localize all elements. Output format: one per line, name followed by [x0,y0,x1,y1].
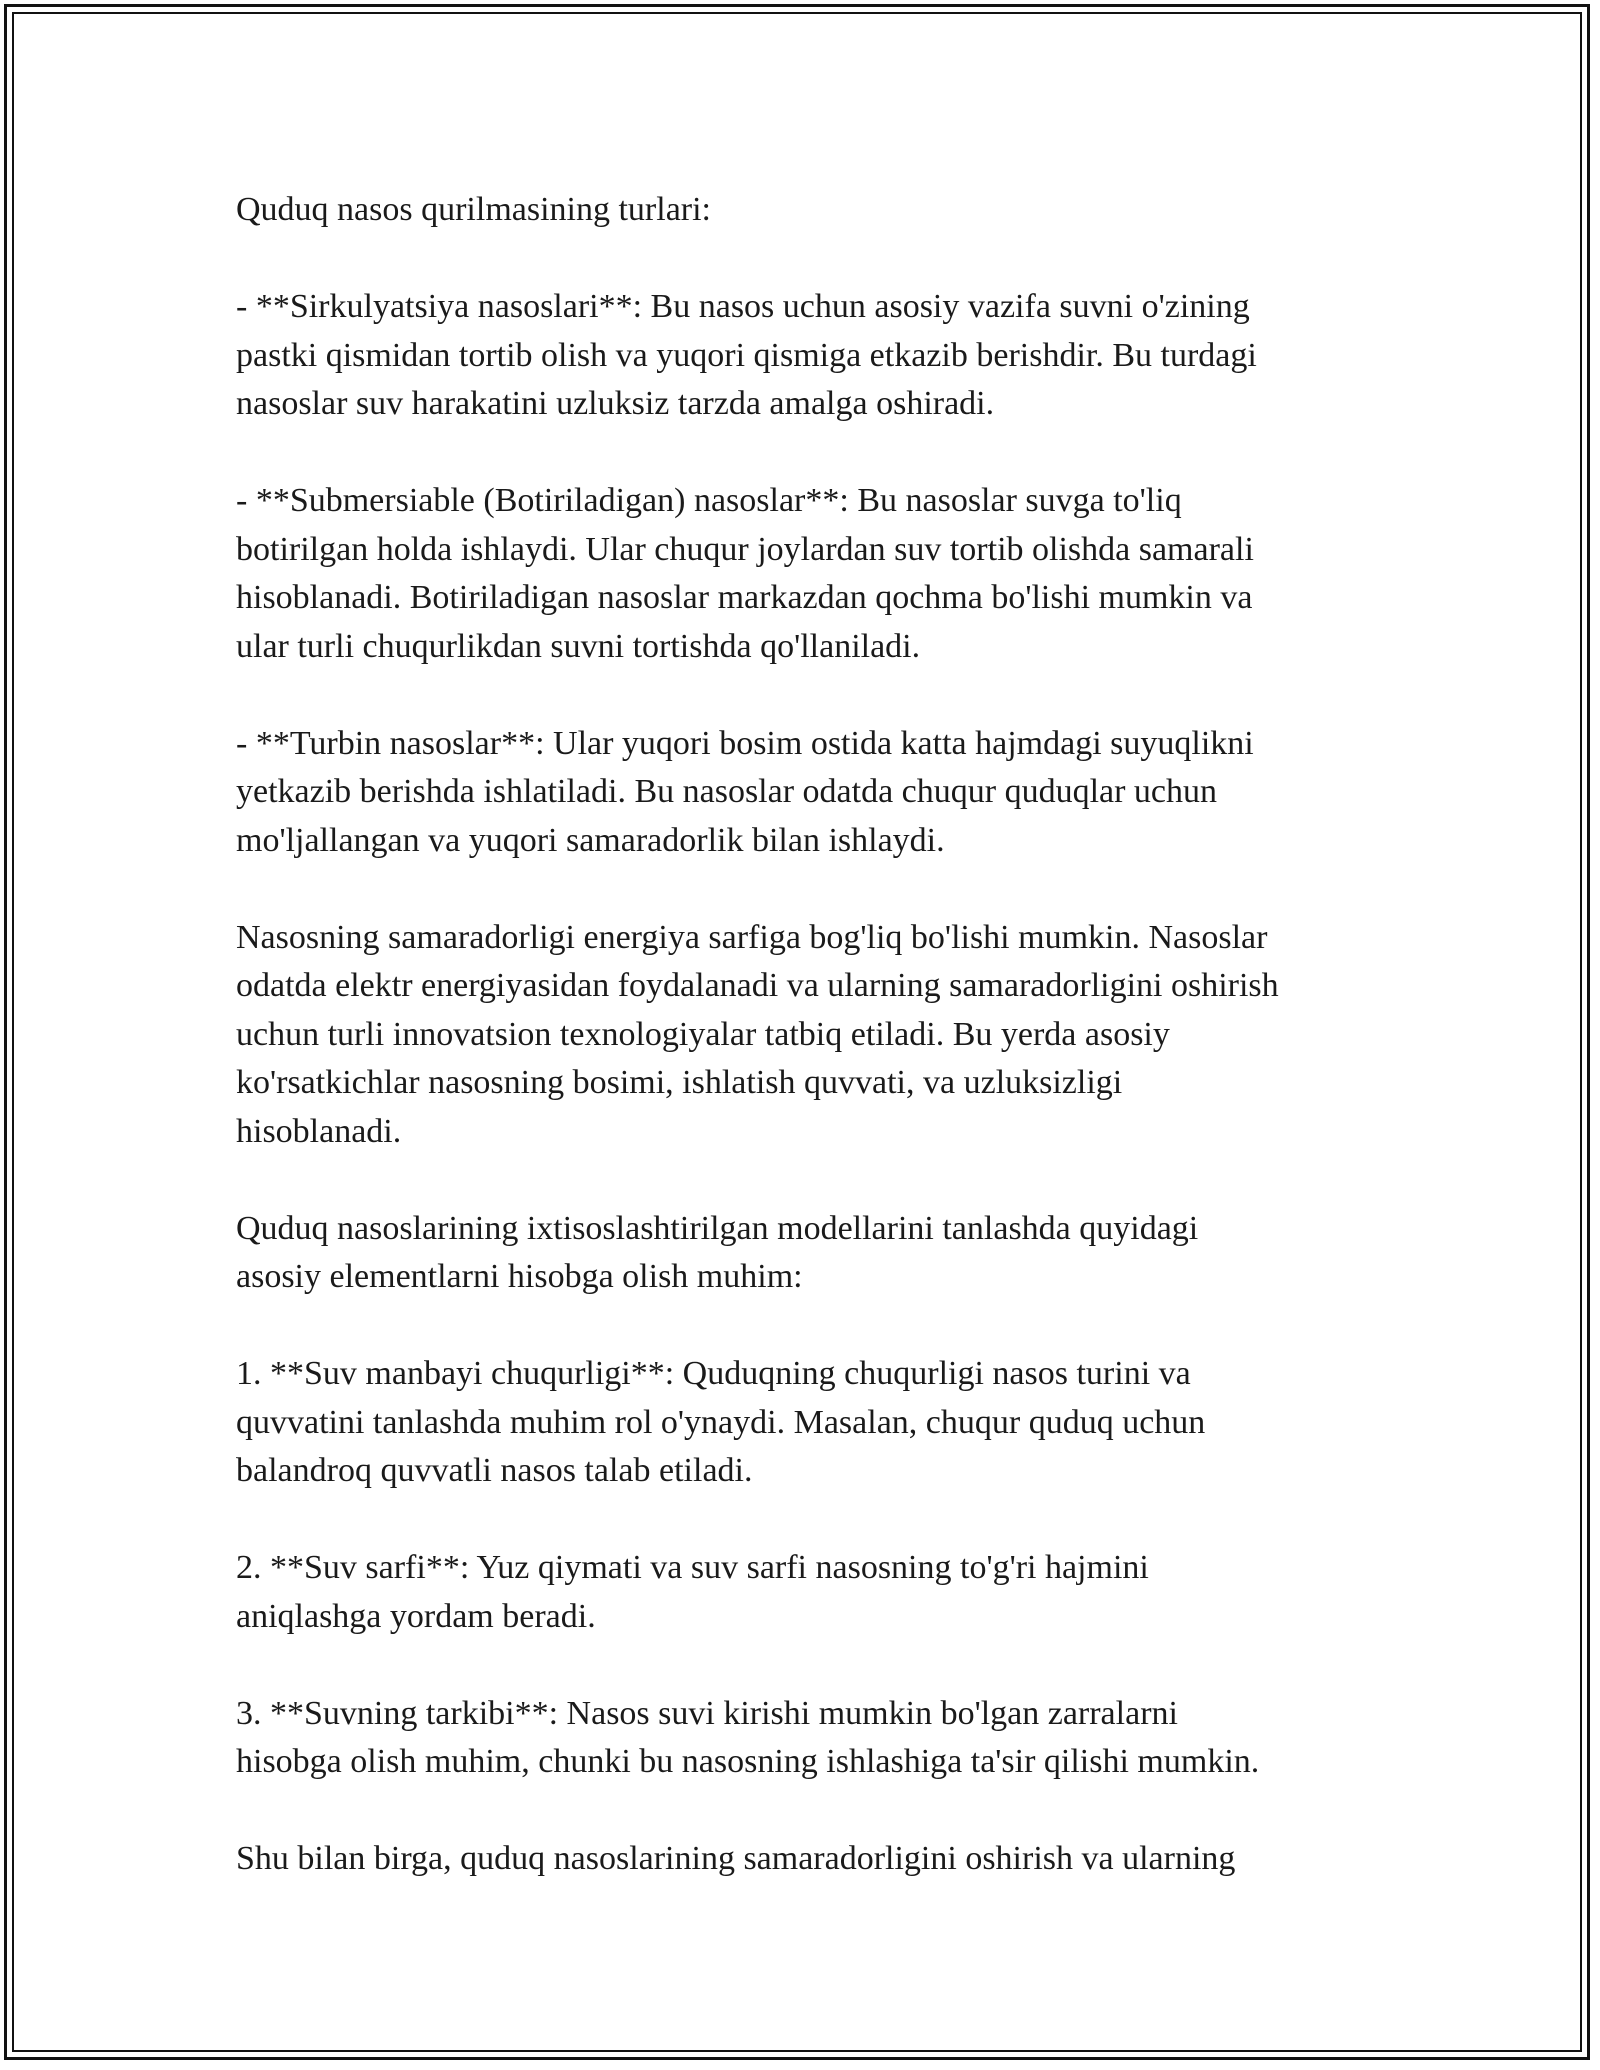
paragraph-samaradorlik: Nasosning samaradorligi energiya sarfiga bog'liq bo'lishi mumkin. Nasoslar odatda elektr energiyasidan foydalanadi va ularning samaradorligini oshirish uchun turli innovatsion texnologiyalar tatbiq etiladi. Bu yerda asosiy ko'rsatkichlar nasosning bosimi, ishlatish quvvati, va uzluksizligi hisoblanadi. [236,918,1279,1150]
paragraph-sirkulyatsiya: - **Sirkulyatsiya nasoslari**: Bu nasos uchun asosiy vazifa suvni o'zining pastki qismidan tortib olish va yuqori qismiga etkazib berishdir. Bu turdagi nasoslar suv harakatini uzluksiz tarzda amalga oshiradi. [236,288,1257,422]
paragraph-submersiable: - **Submersiable (Botiriladigan) nasoslar**: Bu nasoslar suvga to'liq botirilgan holda ishlaydi. Ular chuqur joylardan suv tortib olishda samarali hisoblanadi. Botiriladigan nasoslar markazdan qochma bo'lishi mumkin va ular turli chuqurlikdan suvni tortishda qo'llaniladi. [236,482,1254,665]
list-item-2: 2. **Suv sarfi**: Yuz qiymati va suv sarfi nasosning to'g'ri hajmini aniqlashga yordam beradi. [236,1549,1149,1635]
list-item-3: 3. **Suvning tarkibi**: Nasos suvi kirishi mumkin bo'lgan zarralarni hisobga olish muhim, chunki bu nasosning ishlashiga ta'sir qilishi mumkin. [236,1694,1260,1780]
paragraph-heading: Quduq nasos qurilmasining turlari: [236,191,712,228]
paragraph-closing: Shu bilan birga, quduq nasoslarining samaradorligini oshirish va ularning [236,1840,1236,1877]
list-item-1: 1. **Suv manbayi chuqurligi**: Quduqning chuqurligi nasos turini va quvvatini tanlashda muhim rol o'ynaydi. Masalan, chuqur quduq uchun balandroq quvvatli nasos talab etiladi. [236,1355,1206,1489]
paragraph-tanlash: Quduq nasoslarining ixtisoslashtirilgan modellarini tanlashda quyidagi asosiy elementlarni hisobga olish muhim: [236,1209,1199,1295]
document-body [236,186,1386,1884]
paragraph-turbin: - **Turbin nasoslar**: Ular yuqori bosim ostida katta hajmdagi suyuqlikni yetkazib berishda ishlatiladi. Bu nasoslar odatda chuqur quduqlar uchun mo'ljallangan va yuqori samaradorlik bilan ishlaydi. [236,724,1254,859]
